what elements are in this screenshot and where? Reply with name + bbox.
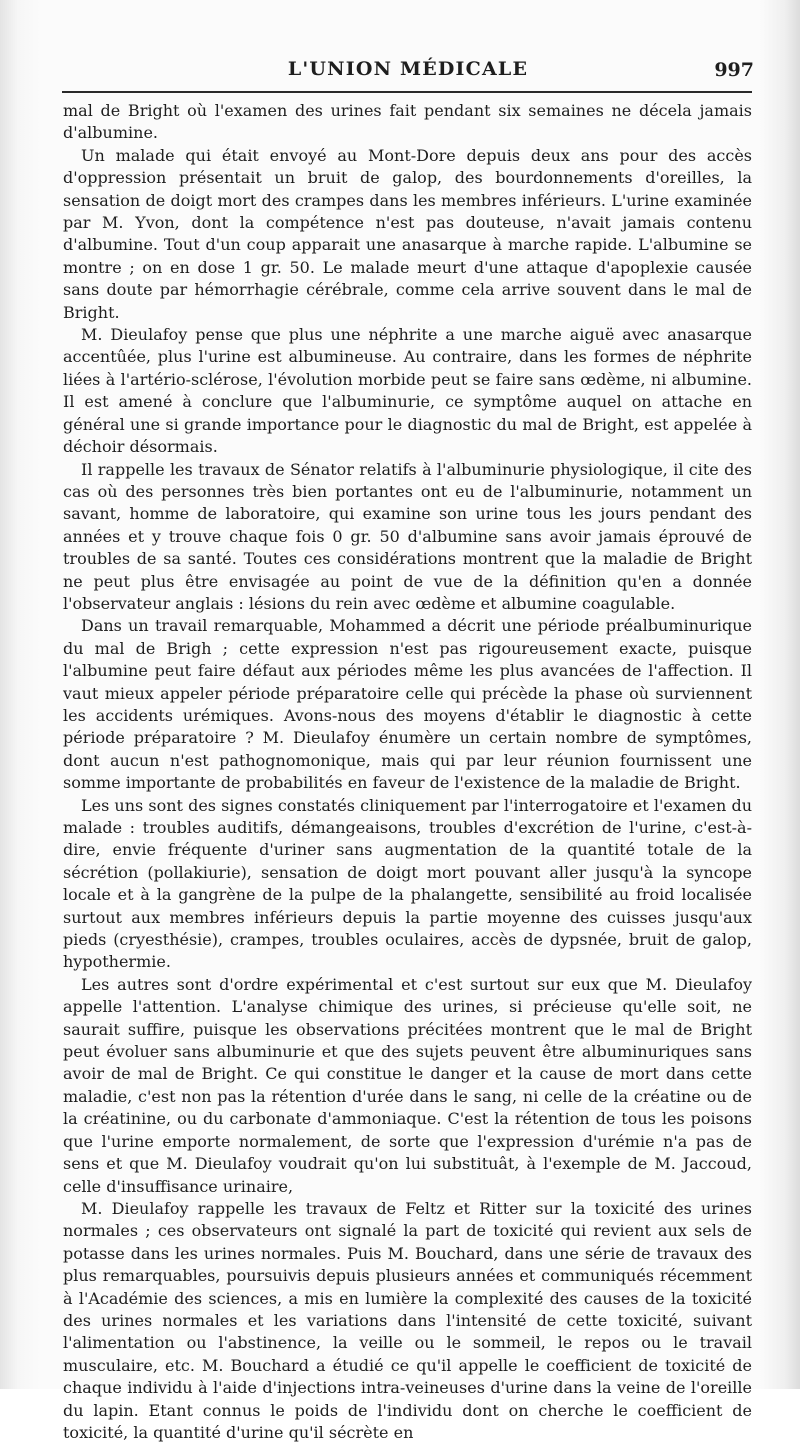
- page-number: 997: [714, 59, 754, 81]
- paragraph-4: Il rappelle les travaux de Sénator relatifs à l'albuminurie physiologique, il cite des cas où des personnes très bien portantes ont eu de l'albuminurie, notamment un savant, homme de laboratoire, qui examine son urine tous les jours pendant des années et y trouve chaque fois 0 gr. 50 d'albumine sans avoir jamais éprouvé de troubles de sa santé. Toutes ces considérations montrent que la maladie de Bright ne peut plus être envisagée au point de vue de la définition qu'en a donnée l'observateur anglais : lésions du rein avec œdème et albumine coagulable.: [63, 459, 752, 613]
- paragraph-8: M. Dieulafoy rappelle les travaux de Feltz et Ritter sur la toxicité des urines normales ; ces observateurs ont signalé la part de toxicité qui revient aux sels de potasse dans les urines normales. Puis M. Bouchard, dans une série de travaux des plus remarquables, poursuivis depuis plusieurs années et communiqués récemment à l'Académie des sciences, a mis en lumière la complexité des causes de la toxicité des urines normales et les variations dans l'intensité de cette toxicité, suivant l'alimentation ou l'abstinence, la veille ou le sommeil, le repos ou le travail musculaire, etc. M. Bouchard a étudié ce qu'il appelle le coefficient de toxicité de chaque individu à l'aide d'injections intra-veineuses d'urine dans la veine de l'oreille du lapin. Etant connus le poids de l'individu dont on cherche le coefficient de toxicité, la quantité d'urine qu'il sécrète en: [63, 1198, 752, 1442]
- paragraph-7: Les autres sont d'ordre expérimental et c'est surtout sur eux que M. Dieulafoy appelle l'attention. L'analyse chimique des urines, si précieuse qu'elle soit, ne saurait suffire, puisque les observations précitées montrent que le mal de Bright peut évoluer sans albuminurie et que des sujets peuvent être albuminuriques sans avoir de mal de Bright. Ce qui constitue le danger et la cause de mort dans cette maladie, c'est non pas la rétention d'urée dans le sang, ni celle de la créatine ou de la créatinine, ou du carbonate d'ammoniaque. C'est la rétention de tous les poisons que l'urine emporte normalement, de sorte que l'expression d'urémie n'a pas de sens et que M. Dieulafoy voudrait qu'on lui substituât, à l'exemple de M. Jaccoud, celle d'insuffisance urinaire,: [63, 974, 752, 1196]
- paragraph-1: mal de Bright où l'examen des urines fait pendant six semaines ne décela jamais d'albumine.: [63, 101, 752, 143]
- paragraph-2: Un malade qui était envoyé au Mont-Dore depuis deux ans pour des accès d'oppression présentait un bruit de galop, des bourdonnements d'oreilles, la sensation de doigt mort des crampes dans les membres inférieurs. L'urine examinée par M. Yvon, dont la compétence n'est pas douteuse, n'avait jamais contenu d'albumine. Tout d'un coup apparait une anasarque à marche rapide. L'albumine se montre ; on en dose 1 gr. 50. Le malade meurt d'une attaque d'apoplexie causée sans doute par hémorrhagie cérébrale, comme cela arrive souvent dans le mal de Bright.: [63, 145, 752, 322]
- paragraph-6: Les uns sont des signes constatés cliniquement par l'interrogatoire et l'examen du malade : troubles auditifs, démangeaisons, troubles d'excrétion de l'urine, c'est-à-dire, envie fréquente d'uriner sans augmentation de la quantité totale de la sécrétion (pollakiurie), sensation de doigt mort pouvant aller jusqu'à la syncope locale et à la gangrène de la pulpe de la phalangette, sensibilité au froid localisée surtout aux membres inférieurs depuis la partie moyenne des cuisses jusqu'aux pieds (cryesthésie), crampes, troubles oculaires, accès de dypsnée, bruit de galop, hypothermie.: [63, 795, 752, 972]
- paragraph-3: M. Dieulafoy pense que plus une néphrite a une marche aiguë avec anasarque accentûée, plus l'urine est albumineuse. Au contraire, dans les formes de néphrite liées à l'artério-sclérose, l'évolution morbide peut se faire sans œdème, ni albumine. Il est amené à conclure que l'albuminurie, ce symptôme auquel on attache en général une si grande importance pour le diagnostic du mal de Bright, est appelée à déchoir désormais.: [63, 325, 752, 457]
- running-header: [62, 58, 754, 84]
- journal-title: L'UNION MÉDICALE: [287, 58, 529, 80]
- header-rule: [62, 91, 752, 93]
- body-text: [63, 100, 752, 1444]
- paragraph-5: Dans un travail remarquable, Mohammed a décrit une période préalbuminurique du mal de Brigh ; cette expression n'est pas rigoureusement exacte, puisque l'albumine peut faire défaut aux périodes même les plus avancées de l'affection. Il vaut mieux appeler période préparatoire celle qui précède la phase où surviennent les accidents urémiques. Avons-nous des moyens d'établir le diagnostic à cette période préparatoire ? M. Dieulafoy énumère un certain nombre de symptômes, dont aucun n'est pathognomonique, mais qui par leur réunion fournissent une somme importante de probabilités en faveur de l'existence de la maladie de Bright.: [63, 616, 752, 793]
